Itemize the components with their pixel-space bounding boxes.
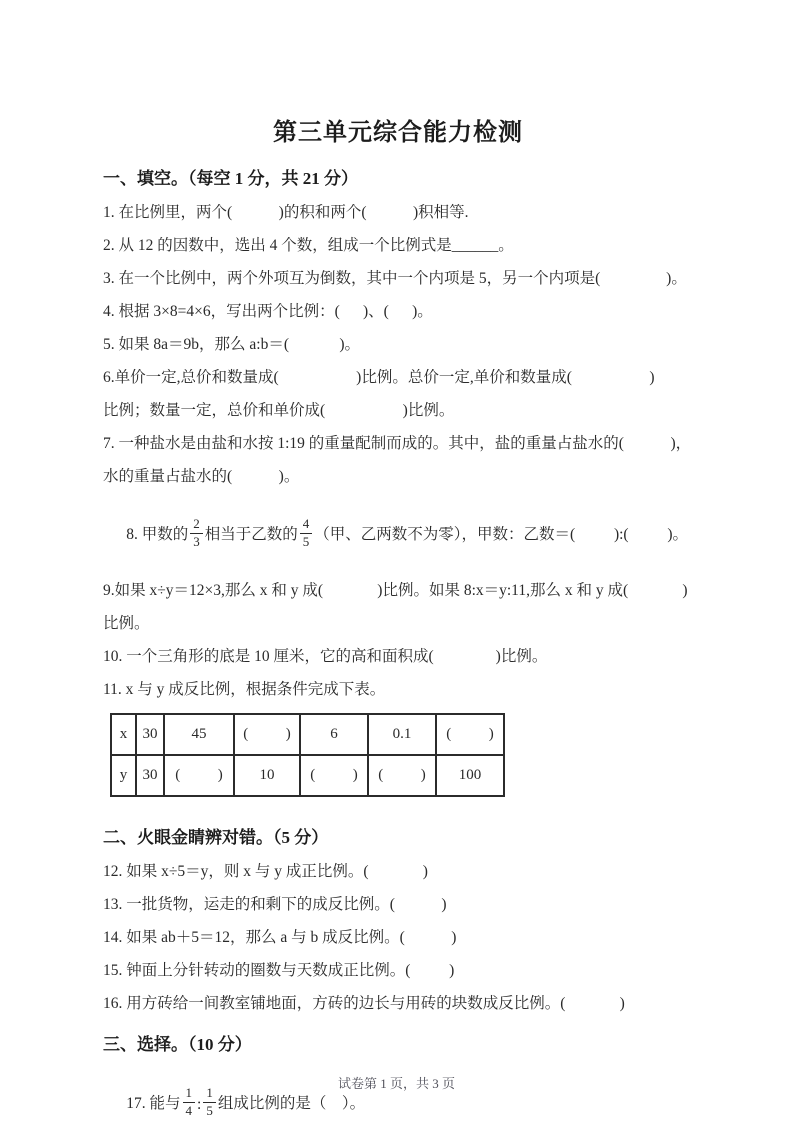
table-cell: x [111,714,136,755]
fraction-numerator: 4 [300,517,313,534]
page-footer: 试卷第 1 页，共 3 页 [337,1076,455,1091]
question-3: 3. 在一个比例中，两个外项互为倒数，其中一个内项是 5，另一个内项是( )。 [103,270,687,287]
table-cell: 100 [436,755,504,796]
question-11: 11. x 与 y 成反比例，根据条件完成下表。 [103,680,386,698]
fraction-numerator: 2 [190,517,203,534]
fraction-numerator: 1 [203,1086,216,1103]
table-row-x [111,714,504,755]
question-15: 15. 钟面上分针转动的圈数与天数成正比例。( ) [103,961,455,979]
table-cell: ( ) [436,714,504,755]
section-2-heading: 二、火眼金睛辨对错。（5 分） [103,827,329,847]
question-6-line-1: 6.单价一定,总价和数量成( )比例。总价一定,单价和数量成( ) [103,369,655,386]
question-17-text-1: 17. 能与 [126,1094,181,1112]
page-content [103,112,693,1122]
table-cell: ( ) [300,755,368,796]
question-8 [103,500,693,571]
question-9-line-1: 9.如果 x÷y＝12×3,那么 x 和 y 成( )比例。如果 8:x＝y:11,那么 x 和 y 成( ) [103,581,688,599]
question-10: 10. 一个三角形的底是 10 厘米，它的高和面积成( )比例。 [103,647,548,665]
table-cell: 10 [234,755,300,796]
question-5: 5. 如果 8a＝9b，那么 a:b＝( )。 [103,336,361,353]
question-14: 14. 如果 ab＋5＝12，那么 a 与 b 成反比例。( ) [103,928,457,946]
fraction-denominator: 5 [206,1102,213,1118]
fraction-denominator: 4 [185,1102,193,1118]
section-3-heading: 三、选择。（10 分） [103,1034,252,1054]
section-1-heading: 一、填空。（每空 1 分，共 21 分） [103,169,358,188]
question-9-line-2: 比例。 [103,614,150,632]
question-17-text-2: 组成比例的是（ ）。 [217,1094,366,1112]
table-cell: ( ) [234,714,300,755]
question-4: 4. 根据 3×8=4×6，写出两个比例：( )、( )。 [103,303,433,320]
table-cell: 0.1 [368,714,436,755]
table-cell: 30 [136,714,164,755]
question-7-line-2: 水的重量占盐水的( )。 [103,468,300,485]
table-cell: ( ) [368,755,436,796]
fraction-four-fifths [300,517,313,550]
question-13: 13. 一批货物，运走的和剩下的成反比例。( ) [103,895,447,913]
question-8-text-3: （甲、乙两数不为零），甲数：乙数＝( ):( )。 [314,526,688,543]
fraction-two-thirds [190,517,203,550]
table-cell: y [111,755,136,796]
question-6-line-2: 比例；数量一定，总价和单价成( )比例。 [103,402,455,419]
question-8-text-2: 相当于乙数的 [204,526,298,543]
table-cell: 45 [164,714,234,755]
question-16: 16. 用方砖给一间教室铺地面，方砖的边长与用砖的块数成反比例。( ) [103,994,625,1012]
question-8-text-1: 8. 甲数的 [126,526,189,543]
question-11-table [110,713,505,797]
ratio-colon: : [197,1095,202,1113]
fraction-denominator: 5 [302,533,310,549]
page-title: 第三单元综合能力检测 [273,120,523,146]
question-12: 12. 如果 x÷5＝y，则 x 与 y 成正比例。( ) [103,862,428,880]
fraction-numerator: 1 [183,1086,196,1103]
question-2: 2. 从 12 的因数中，选出 4 个数，组成一个比例式是______。 [103,237,514,254]
table-cell: 6 [300,714,368,755]
table-cell: 30 [136,755,164,796]
question-1: 1. 在比例里，两个( )的积和两个( )积相等. [103,204,469,221]
question-7-line-1: 7. 一种盐水是由盐和水按 1:19 的重量配制而成的。其中，盐的重量占盐水的( )， [103,435,692,452]
fraction-denominator: 3 [193,533,200,549]
table-cell: ( ) [164,755,234,796]
table-row-y [111,755,504,796]
